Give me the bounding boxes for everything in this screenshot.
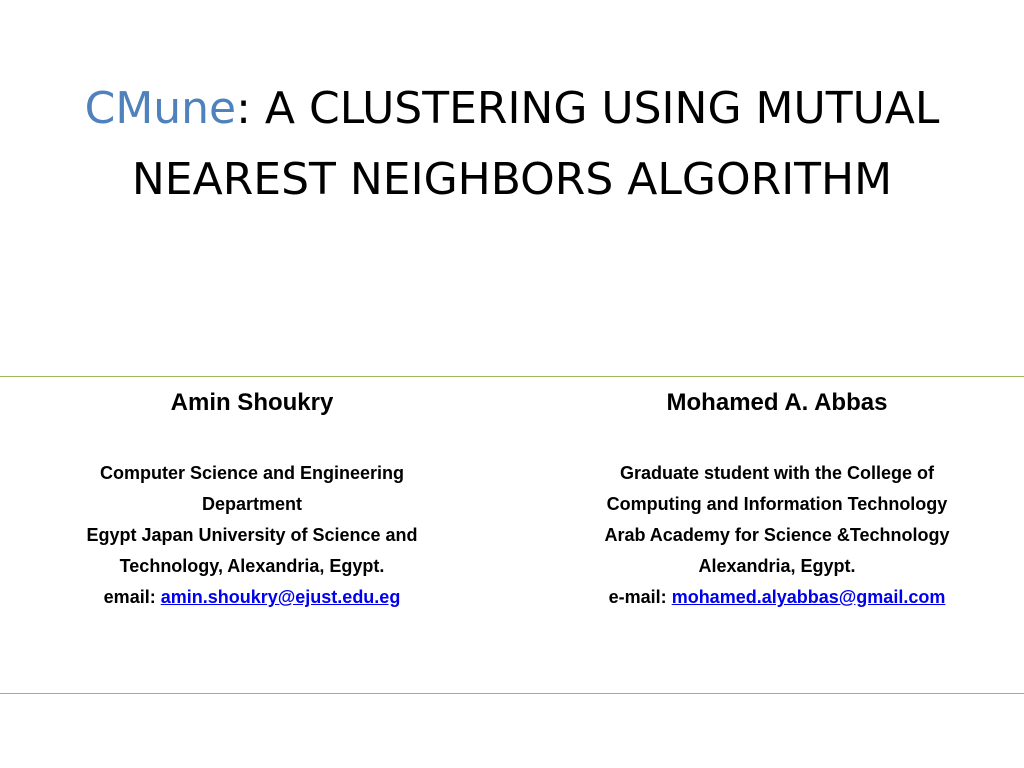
- author-name: Mohamed A. Abbas: [666, 389, 888, 416]
- affiliation-line: Computer Science and Engineering: [99, 463, 405, 483]
- affiliation-line: Technology, Alexandria, Egypt.: [119, 556, 385, 576]
- slide-title: [60, 73, 964, 215]
- affiliation-line: Department: [201, 494, 303, 514]
- title-text: : A CLUSTERING USING MUTUAL NEAREST NEIGHBORS ALGORITHM: [131, 83, 940, 206]
- affiliation-line: Alexandria, Egypt.: [698, 556, 856, 576]
- email-link[interactable]: mohamed.alyabbas@gmail.com: [671, 587, 946, 607]
- affiliation-line: Arab Academy for Science &Technology: [604, 525, 950, 545]
- author-block-2: [557, 386, 997, 613]
- email-line: [557, 582, 997, 613]
- author-block-1: [32, 386, 472, 613]
- email-label: email:: [103, 587, 161, 607]
- author-affiliation: [32, 458, 472, 613]
- bottom-divider: [0, 693, 1024, 694]
- email-label: e-mail:: [608, 587, 672, 607]
- author-affiliation: [557, 458, 997, 613]
- title-accent: CMune: [84, 83, 237, 135]
- top-divider: [0, 376, 1024, 377]
- author-name: Amin Shoukry: [170, 389, 334, 416]
- email-link[interactable]: amin.shoukry@ejust.edu.eg: [160, 587, 401, 607]
- affiliation-line: Computing and Information Technology: [606, 494, 948, 514]
- email-line: [32, 582, 472, 613]
- affiliation-line: Graduate student with the College of: [619, 463, 934, 483]
- affiliation-line: Egypt Japan University of Science and: [86, 525, 418, 545]
